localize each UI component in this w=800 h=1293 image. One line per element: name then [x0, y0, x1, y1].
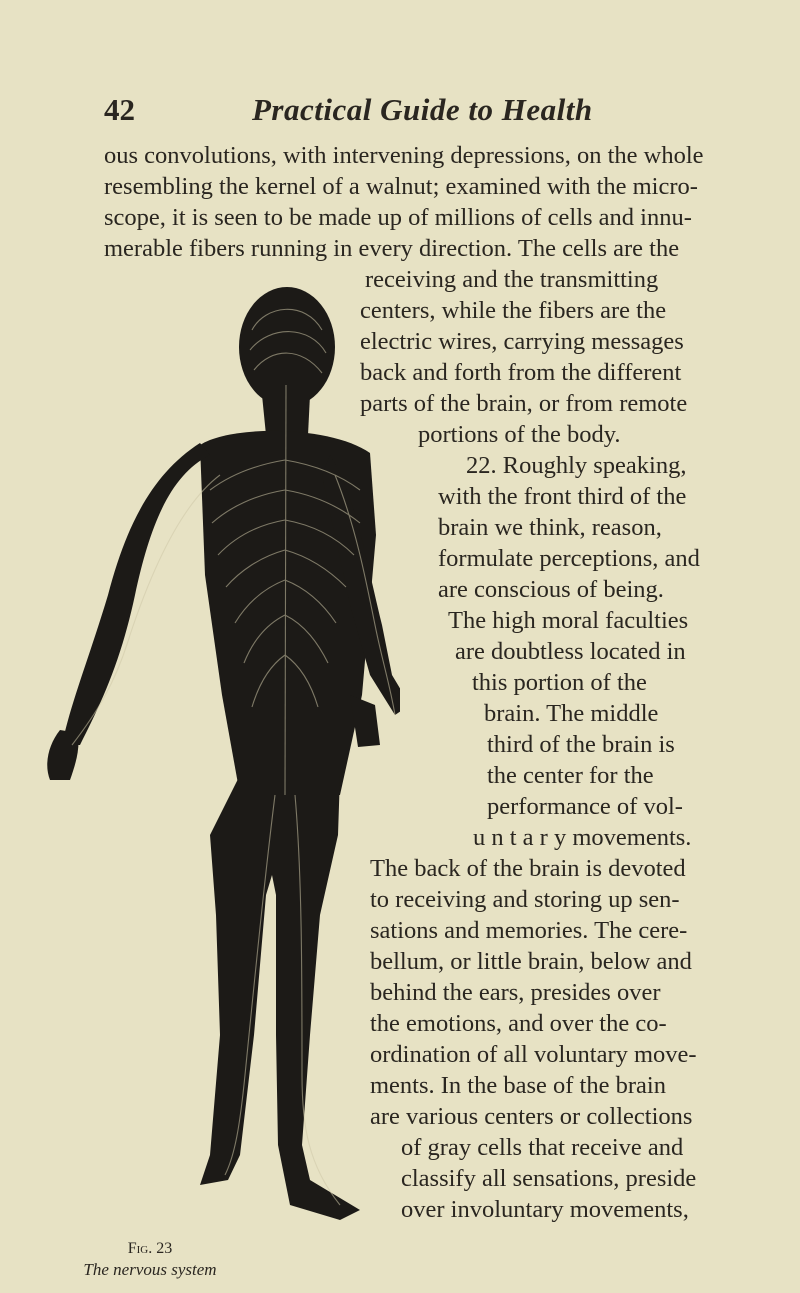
text-line: u n t a r y movements.	[473, 824, 692, 851]
nervous-system-illustration	[40, 275, 400, 1225]
text-line: of gray cells that receive and	[401, 1134, 684, 1161]
text-line: with the front third of the	[438, 483, 687, 510]
text-line: centers, while the fibers are the	[360, 297, 667, 324]
text-line: are conscious of being.	[438, 576, 664, 603]
text-line: classify all sensations, preside	[401, 1165, 697, 1192]
text-line: over involuntary movements,	[401, 1196, 689, 1223]
text-line: formulate perceptions, and	[438, 545, 700, 572]
text-line: resembling the kernel of a walnut; examined with the micro-	[104, 173, 698, 200]
text-line: The high moral faculties	[448, 607, 689, 634]
text-line: are doubtless located in	[455, 638, 686, 665]
text-line: performance of vol-	[487, 793, 683, 820]
text-line: parts of the brain, or from remote	[360, 390, 688, 417]
text-line: are various centers or collections	[370, 1103, 693, 1130]
figure-number: Fig. 23	[127, 1240, 173, 1257]
running-title: Practical Guide to Health	[252, 92, 593, 127]
text-line: bellum, or little brain, below and	[370, 948, 692, 975]
text-line: this portion of the	[472, 669, 647, 696]
body-silhouette	[47, 287, 400, 1220]
text-line: third of the brain is	[487, 731, 675, 758]
text-line: ous convolutions, with intervening depressions, on the whole	[104, 142, 704, 169]
figure-caption: The nervous system	[83, 1260, 217, 1279]
text-line: behind the ears, presides over	[370, 979, 661, 1006]
text-line: the emotions, and over the co-	[370, 1010, 667, 1037]
page-header	[0, 92, 800, 132]
text-line: portions of the body.	[418, 421, 621, 448]
text-line: electric wires, carrying messages	[360, 328, 684, 355]
text-line: brain we think, reason,	[438, 514, 662, 541]
text-line: The back of the brain is devoted	[370, 855, 686, 882]
text-line: back and forth from the different	[360, 359, 682, 386]
text-line: scope, it is seen to be made up of millions of cells and innu-	[104, 204, 692, 231]
page-number: 42	[104, 92, 135, 127]
text-line: the center for the	[487, 762, 654, 789]
text-line: brain. The middle	[484, 700, 659, 727]
text-line: to receiving and storing up sen-	[370, 886, 680, 913]
text-line: receiving and the transmitting	[365, 266, 659, 293]
text-line: ments. In the base of the brain	[370, 1072, 666, 1099]
text-line: sations and memories. The cere-	[370, 917, 688, 944]
text-line: merable fibers running in every direction. The cells are the	[104, 235, 680, 262]
paragraph-start: 22. Roughly speaking,	[466, 452, 687, 479]
text-line: ordination of all voluntary move-	[370, 1041, 697, 1068]
